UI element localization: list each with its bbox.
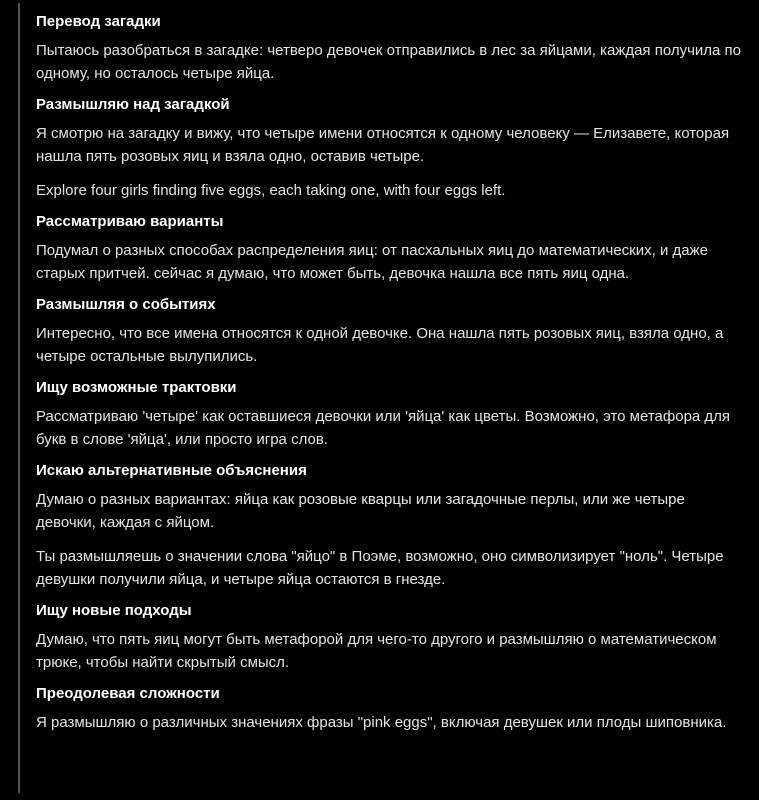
reasoning-section	[36, 600, 748, 674]
section-title: Преодолевая сложности	[36, 685, 220, 702]
reasoning-section	[36, 683, 748, 734]
section-title: Размышляя о событиях	[36, 296, 216, 313]
reasoning-content	[36, 11, 748, 743]
section-paragraph: Думаю о разных вариантах: яйца как розовые кварцы или загадочные перлы, или же четыре девочки, каждая с яйцом.	[36, 491, 685, 531]
section-paragraph: Думаю, что пять яиц могут быть метафорой для чего-то другого и размышляю о математическом трюке, чтобы найти скрытый смысл.	[36, 631, 717, 671]
section-paragraph: Ты размышляешь о значении слова "яйцо" в Поэме, возможно, оно символизирует "ноль". Четыре девушки получили яйца, и четыре яйца остаются в гнезде.	[36, 548, 724, 588]
section-title: Ищу новые подходы	[36, 602, 192, 619]
section-paragraph: Я размышляю о различных значениях фразы "pink eggs", включая девушек или плоды шиповника.	[36, 714, 727, 731]
section-title: Рассматриваю варианты	[36, 213, 224, 230]
reasoning-section	[36, 11, 748, 85]
reasoning-section	[36, 377, 748, 451]
section-title: Перевод загадки	[36, 13, 161, 30]
section-title: Ищу возможные трактовки	[36, 379, 237, 396]
reasoning-section	[36, 460, 748, 591]
section-paragraph: Подумал о разных способах распределения яиц: от пасхальных яиц до математических, и даже старых притчей. сейчас я думаю, что может быть, девочка нашла все пять яиц одна.	[36, 242, 708, 282]
section-paragraph: Explore four girls finding five eggs, each taking one, with four eggs left.	[36, 182, 506, 199]
quote-left-border	[18, 3, 20, 793]
section-paragraph: Интересно, что все имена относятся к одной девочке. Она нашла пять розовых яиц, взяла одно, а четыре остальные вылупились.	[36, 325, 724, 365]
reasoning-section	[36, 294, 748, 368]
reasoning-section	[36, 94, 748, 202]
section-paragraph: Рассматриваю 'четыре' как оставшиеся девочки или 'яйца' как цветы. Возможно, это метафора для букв в слове 'яйца', или просто игра слов.	[36, 408, 731, 448]
section-title: Размышляю над загадкой	[36, 96, 230, 113]
reasoning-section	[36, 211, 748, 285]
section-paragraph: Я смотрю на загадку и вижу, что четыре имени относятся к одному человеку — Елизавете, которая нашла пять розовых яиц и взяла одно, оставив четыре.	[36, 125, 730, 165]
section-paragraph: Пытаюсь разобраться в загадке: четверо девочек отправились в лес за яйцами, каждая получила по одному, но осталось четыре яйца.	[36, 42, 742, 82]
section-title: Искаю альтернативные объяснения	[36, 462, 307, 479]
